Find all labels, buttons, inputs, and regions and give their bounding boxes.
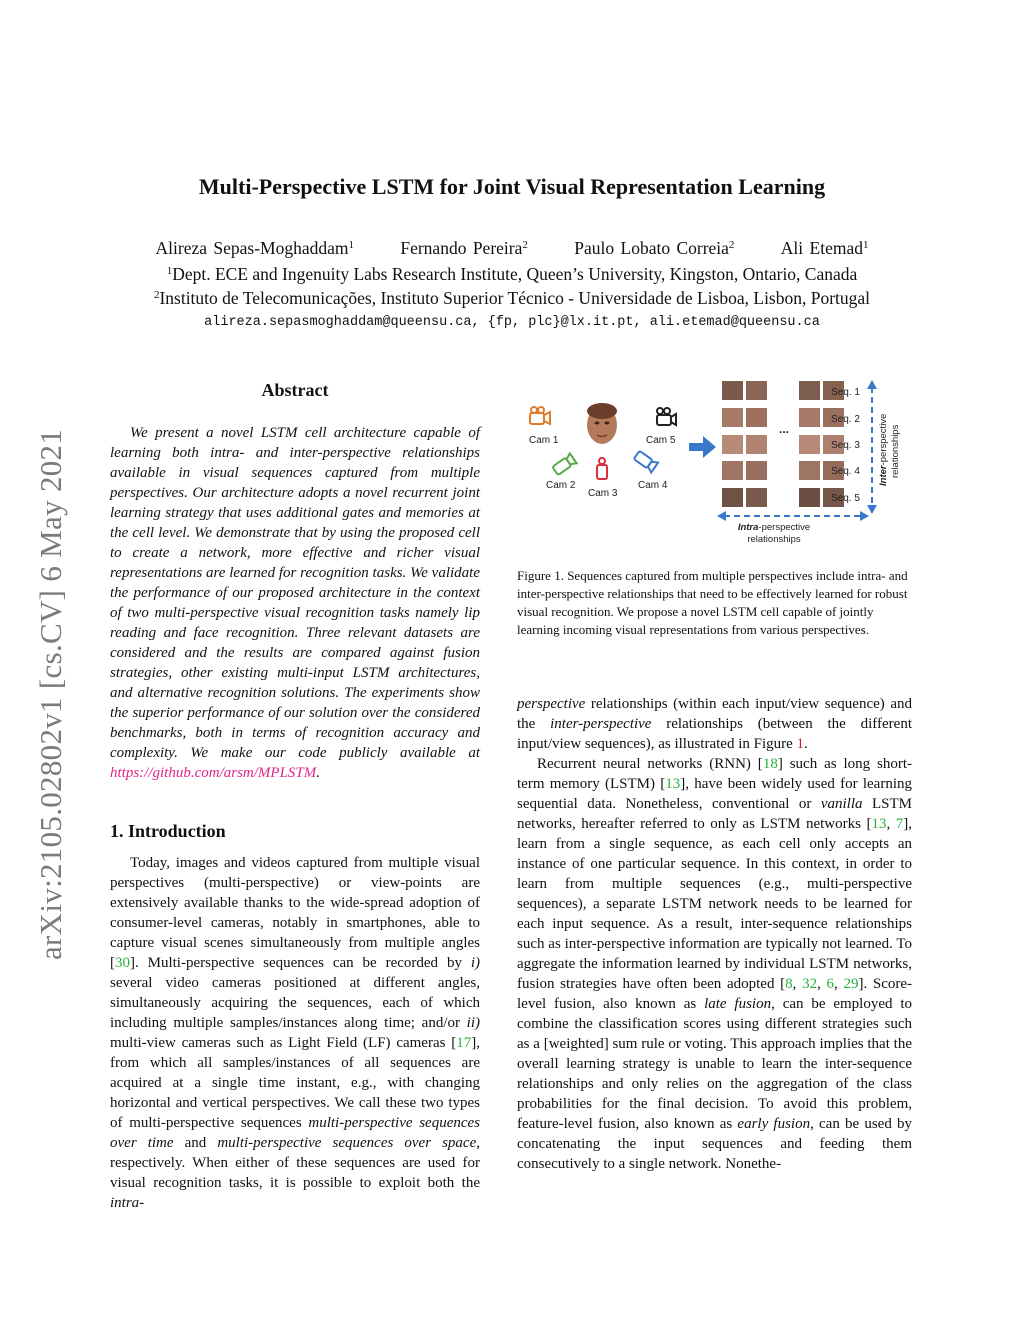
camera-label: Cam 3 [588, 488, 618, 499]
figure-reference-link[interactable]: 1 [796, 736, 805, 752]
ellipsis: ... [779, 422, 790, 436]
camera-icon [657, 408, 676, 425]
camera-icon [530, 407, 550, 424]
intra-perspective-label: relationships [747, 534, 801, 545]
introduction-body: Today, images and videos captured from multiple visual perspectives (multi-perspective) or view-points are extensively available thanks to the wide-spread adoption of consumer-level cameras, notably in smartphones, able to capture visual scenes simultaneously from multiple angles [30]. Multi-perspective sequences can be recorded by i) several video cameras positioned at different angles, simultaneously acquiring the sequences, each of which including multiple samples/instances along time; and/or ii) multi-view cameras such as Light Field (LF) cameras [17], from which all samples/instances of all sequences are acquired at a single time instant, e.g., with changing horizontal and vertical perspectives. We call these two types of multi-perspective sequences multi-perspective sequences over time and multi-perspective sequences over space, respectively. When either of these sequences are used for visual recognition tasks, it is possible to exploit both the intra- [110, 855, 481, 1211]
sequence-label: Seq. 5 [831, 493, 860, 504]
citation-link[interactable]: 18 [762, 756, 778, 772]
code-link[interactable]: https://github.com/arsm/MPLSTM [110, 765, 317, 781]
abstract-body: We present a novel LSTM cell architecture capable of learning both intra- and inter-perspective relationships available in visual sequences captured from multiple perspectives. Our architecture adopts a novel recurrent joint learning strategy that uses additional gates and memories at the cell level. We demonstrate that by using the proposed cell to create a network, more effective and richer visual representations are learned for recognition tasks. We validate the performance of our proposed architecture in the context of two multi-perspective visual recognition tasks namely lip reading and face recognition. Three relevant datasets are considered and the results are compared against fusion strategies, other existing multi-input LSTM architectures, and alternative recognition solutions. The experiments show the superior performance of our solution over the considered benchmarks, both in terms of recognition accuracy and complexity. We make our code publicly available at https://github.com/arsm/MPLSTM. [110, 425, 480, 781]
section-heading-introduction: 1. Introduction [110, 821, 226, 841]
affiliation-2: $^2$Instituto de Telecomunicações, Instituto Superior Técnico - Universidade de Lisboa, Lisbon, Portugal [153, 288, 871, 308]
right-column-body: perspective relationships (within each input/view sequence) and the inter-perspective relationships (between the different input/view sequences), as illustrated in Figure 1. Recurrent neural networks (RNN) [18] such as long short-term memory (LSTM) [13], have been widely used for learning sequential data. Nonetheless, conventional or vanilla LSTM networks, hereafter referred to only as LSTM networks [13, 7], learn from a single sequence, as each cell only accepts an instance of one particular sequence. In this context, in order to learn from multiple sequences (e.g., multi-perspective sequences), a separate LSTM network needs to be learned for each input sequence. As a result, inter-sequence relationships such as inter-perspective information are typically not learned. To aggregate the information learned by individual LSTM networks, fusion strategies have often been adopted [8, 32, 6, 29]. Score-level fusion, also known as late fusion, can be employed to combine the classification scores using different strategies such as a [weighted] sum rule or voting. This approach implies that the overall learning strategy is unable to learn the inter-sequence relationships and only relies on the aggregation of the class probabilities for the final decision. To avoid this problem, feature-level fusion, also known as early fusion, can be used by concatenating the input sequences and feeding them consecutively to a single network. Nonethe- [517, 696, 913, 1172]
citation-link[interactable]: 17 [456, 1035, 472, 1051]
camera-icon [597, 458, 607, 479]
camera-icon [633, 450, 658, 472]
sequence-label: Seq. 3 [831, 440, 860, 451]
camera-label: Cam 2 [546, 480, 576, 491]
citation-link[interactable]: 29 [843, 976, 859, 992]
lip-sequence-grid [722, 381, 844, 507]
camera-label: Cam 1 [529, 435, 559, 446]
sequence-label: Seq. 1 [831, 387, 860, 398]
sequence-label: Seq. 4 [831, 466, 860, 477]
intra-perspective-label: Intra-perspective [737, 522, 811, 533]
author: Paulo Lobato Correia$^2$ [574, 238, 735, 258]
sequence-label: Seq. 2 [831, 414, 860, 425]
author-emails: alireza.sepasmoghaddam@queensu.ca, {fp, plc}@lx.it.pt, ali.etemad@queensu.ca [204, 315, 820, 330]
author: Fernando Pereira$^2$ [400, 238, 528, 258]
citation-link[interactable]: 7 [895, 816, 904, 832]
camera-label: Cam 4 [638, 480, 668, 491]
abstract-heading: Abstract [261, 380, 329, 400]
citation-link[interactable]: 30 [115, 955, 130, 971]
inter-perspective-label: relationships [890, 424, 901, 478]
citation-link[interactable]: 8 [785, 976, 793, 992]
author: Alireza Sepas-Moghaddam$^1$ [155, 238, 354, 258]
inter-perspective-label: Inter-perspective [878, 413, 889, 486]
face-image [587, 403, 617, 444]
author-list [0, 238, 1024, 259]
camera-label: Cam 5 [646, 435, 676, 446]
figure-1-caption: Figure 1. Sequences captured from multiple perspectives include intra- and inter-perspective relationships that need to be effectively learned for robust visual recognition. We propose a novel LSTM cell capable of jointly learning incoming visual representations from various perspectives. [517, 568, 908, 637]
citation-link[interactable]: 32 [802, 976, 818, 992]
citation-link[interactable]: 13 [871, 816, 887, 832]
arxiv-stamp: arXiv:2105.02802v1 [cs.CV] 6 May 2021 [33, 428, 68, 960]
citation-link[interactable]: 13 [665, 776, 681, 792]
arrow-icon [689, 436, 716, 458]
paper-title: Multi-Perspective LSTM for Joint Visual Representation Learning [198, 174, 826, 199]
author: Ali Etemad$^1$ [780, 238, 869, 258]
figure-1-diagram [517, 373, 917, 553]
citation-link[interactable]: 6 [826, 976, 835, 992]
affiliation-1: $^1$Dept. ECE and Ingenuity Labs Research Institute, Queen’s University, Kingston, Ontario, Canada [166, 264, 858, 284]
camera-icon [552, 453, 577, 475]
